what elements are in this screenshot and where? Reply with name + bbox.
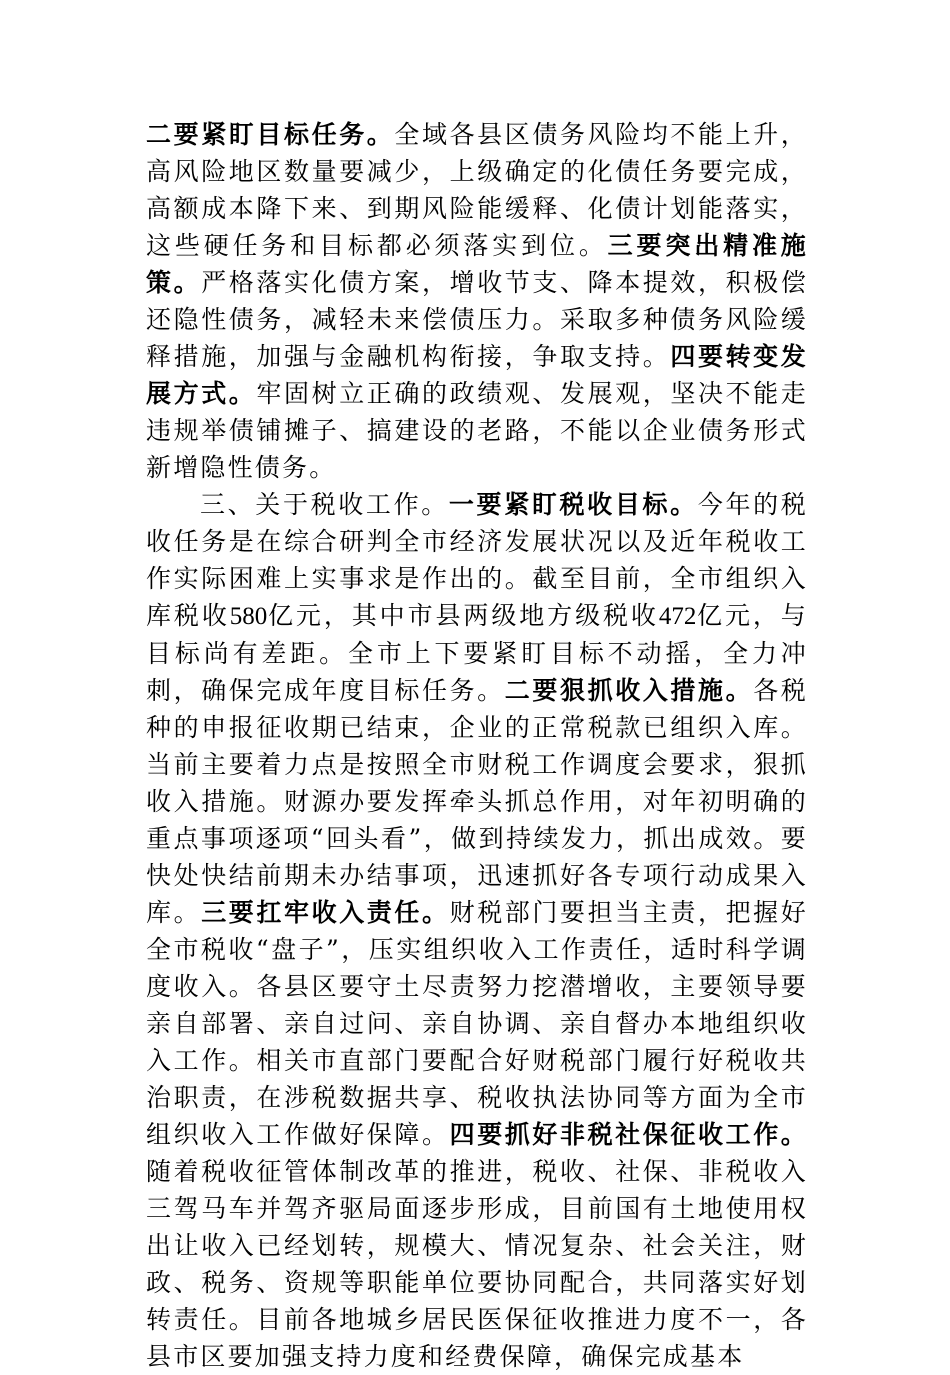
- heading-run: 二要狠抓收入措施。: [504, 676, 754, 705]
- heading-run: 四要抓好非税社保征收工作。: [449, 1120, 809, 1149]
- heading-run: 四要转变发展方式。: [146, 342, 808, 408]
- heading-run: 二要紧盯目标任务。: [146, 120, 395, 149]
- paragraph-tax-work: [146, 486, 808, 1375]
- body-run: 各税种的申报征收期已结束，企业的正常税款已组织入库。当前主要着力点是按照全市财税工作调度会要求，狠抓收入措施。财源办要发挥牵头抓总作用，对年初明确的重点事项逐项“回头看”，做到持续发力，抓出成效。要快处快结前期未办结事项，迅速抓好各专项行动成果入库。: [146, 676, 808, 927]
- number-run: 472: [658, 603, 697, 630]
- body-run: 严格落实化债方案，增收节支、降本提效，积极偿还隐性债务，减轻未来偿债压力。采取多种债务风险缓释措施，加强与金融机构衔接，争取支持。: [146, 268, 808, 371]
- body-run: 亿元，与目标尚有差距。全市上下要紧盯目标不动摇，全力冲刺，确保完成年度目标任务。: [146, 601, 808, 705]
- heading-run: 三要突出精准施策。: [146, 231, 808, 297]
- number-run: 580: [229, 603, 268, 630]
- body-run: 财税部门要担当主责，把握好全市税收“盘子”，压实组织收入工作责任，适时科学调度收入。各县区要守土尽责努力挖潜增收，主要领导要亲自部署、亲自过问、亲自协调、亲自督办本地组织收入工作。相关市直部门要配合好财税部门履行好税收共治职责，在涉税数据共享、税收执法协同等方面为全市组织收入工作做好保障。: [146, 898, 808, 1149]
- document-page: [146, 116, 808, 1375]
- body-run: 今年的税收任务是在综合研判全市经济发展状况以及近年税收工作实际困难上实事求是作出的。截至目前，全市组织入库税收: [146, 490, 808, 630]
- body-run: 全域各县区债务风险均不能上升，高风险地区数量要减少，上级确定的化债任务要完成，高额成本降下来、到期风险能缓释、化债计划能落实，这些硬任务和目标都必须落实到位。: [146, 120, 808, 260]
- heading-run: 一要紧盯税收目标。: [448, 490, 698, 519]
- heading-run: 三要扛牢收入责任。: [201, 898, 450, 927]
- body-run: 亿元，其中市县两级地方级税收: [267, 601, 659, 630]
- body-run: 随着税收征管体制改革的推进，税收、社保、非税收入三驾马车并驾齐驱局面逐步形成，目前国有土地使用权出让收入已经划转，规模大、情况复杂、社会关注，财政、税务、资规等职能单位要协同配合，共同落实好划转责任。目前各地城乡居民医保征收推进力度不一，各县市区要加强支持力度和经费保障，确保完成基本: [146, 1157, 808, 1371]
- body-run: 牢固树立正确的政绩观、发展观，坚决不能走违规举债铺摊子、搞建设的老路，不能以企业债务形式新增隐性债务。: [146, 379, 808, 482]
- paragraph-debt-tasks: [146, 116, 808, 486]
- section-title-run: 三、关于税收工作。: [200, 490, 449, 519]
